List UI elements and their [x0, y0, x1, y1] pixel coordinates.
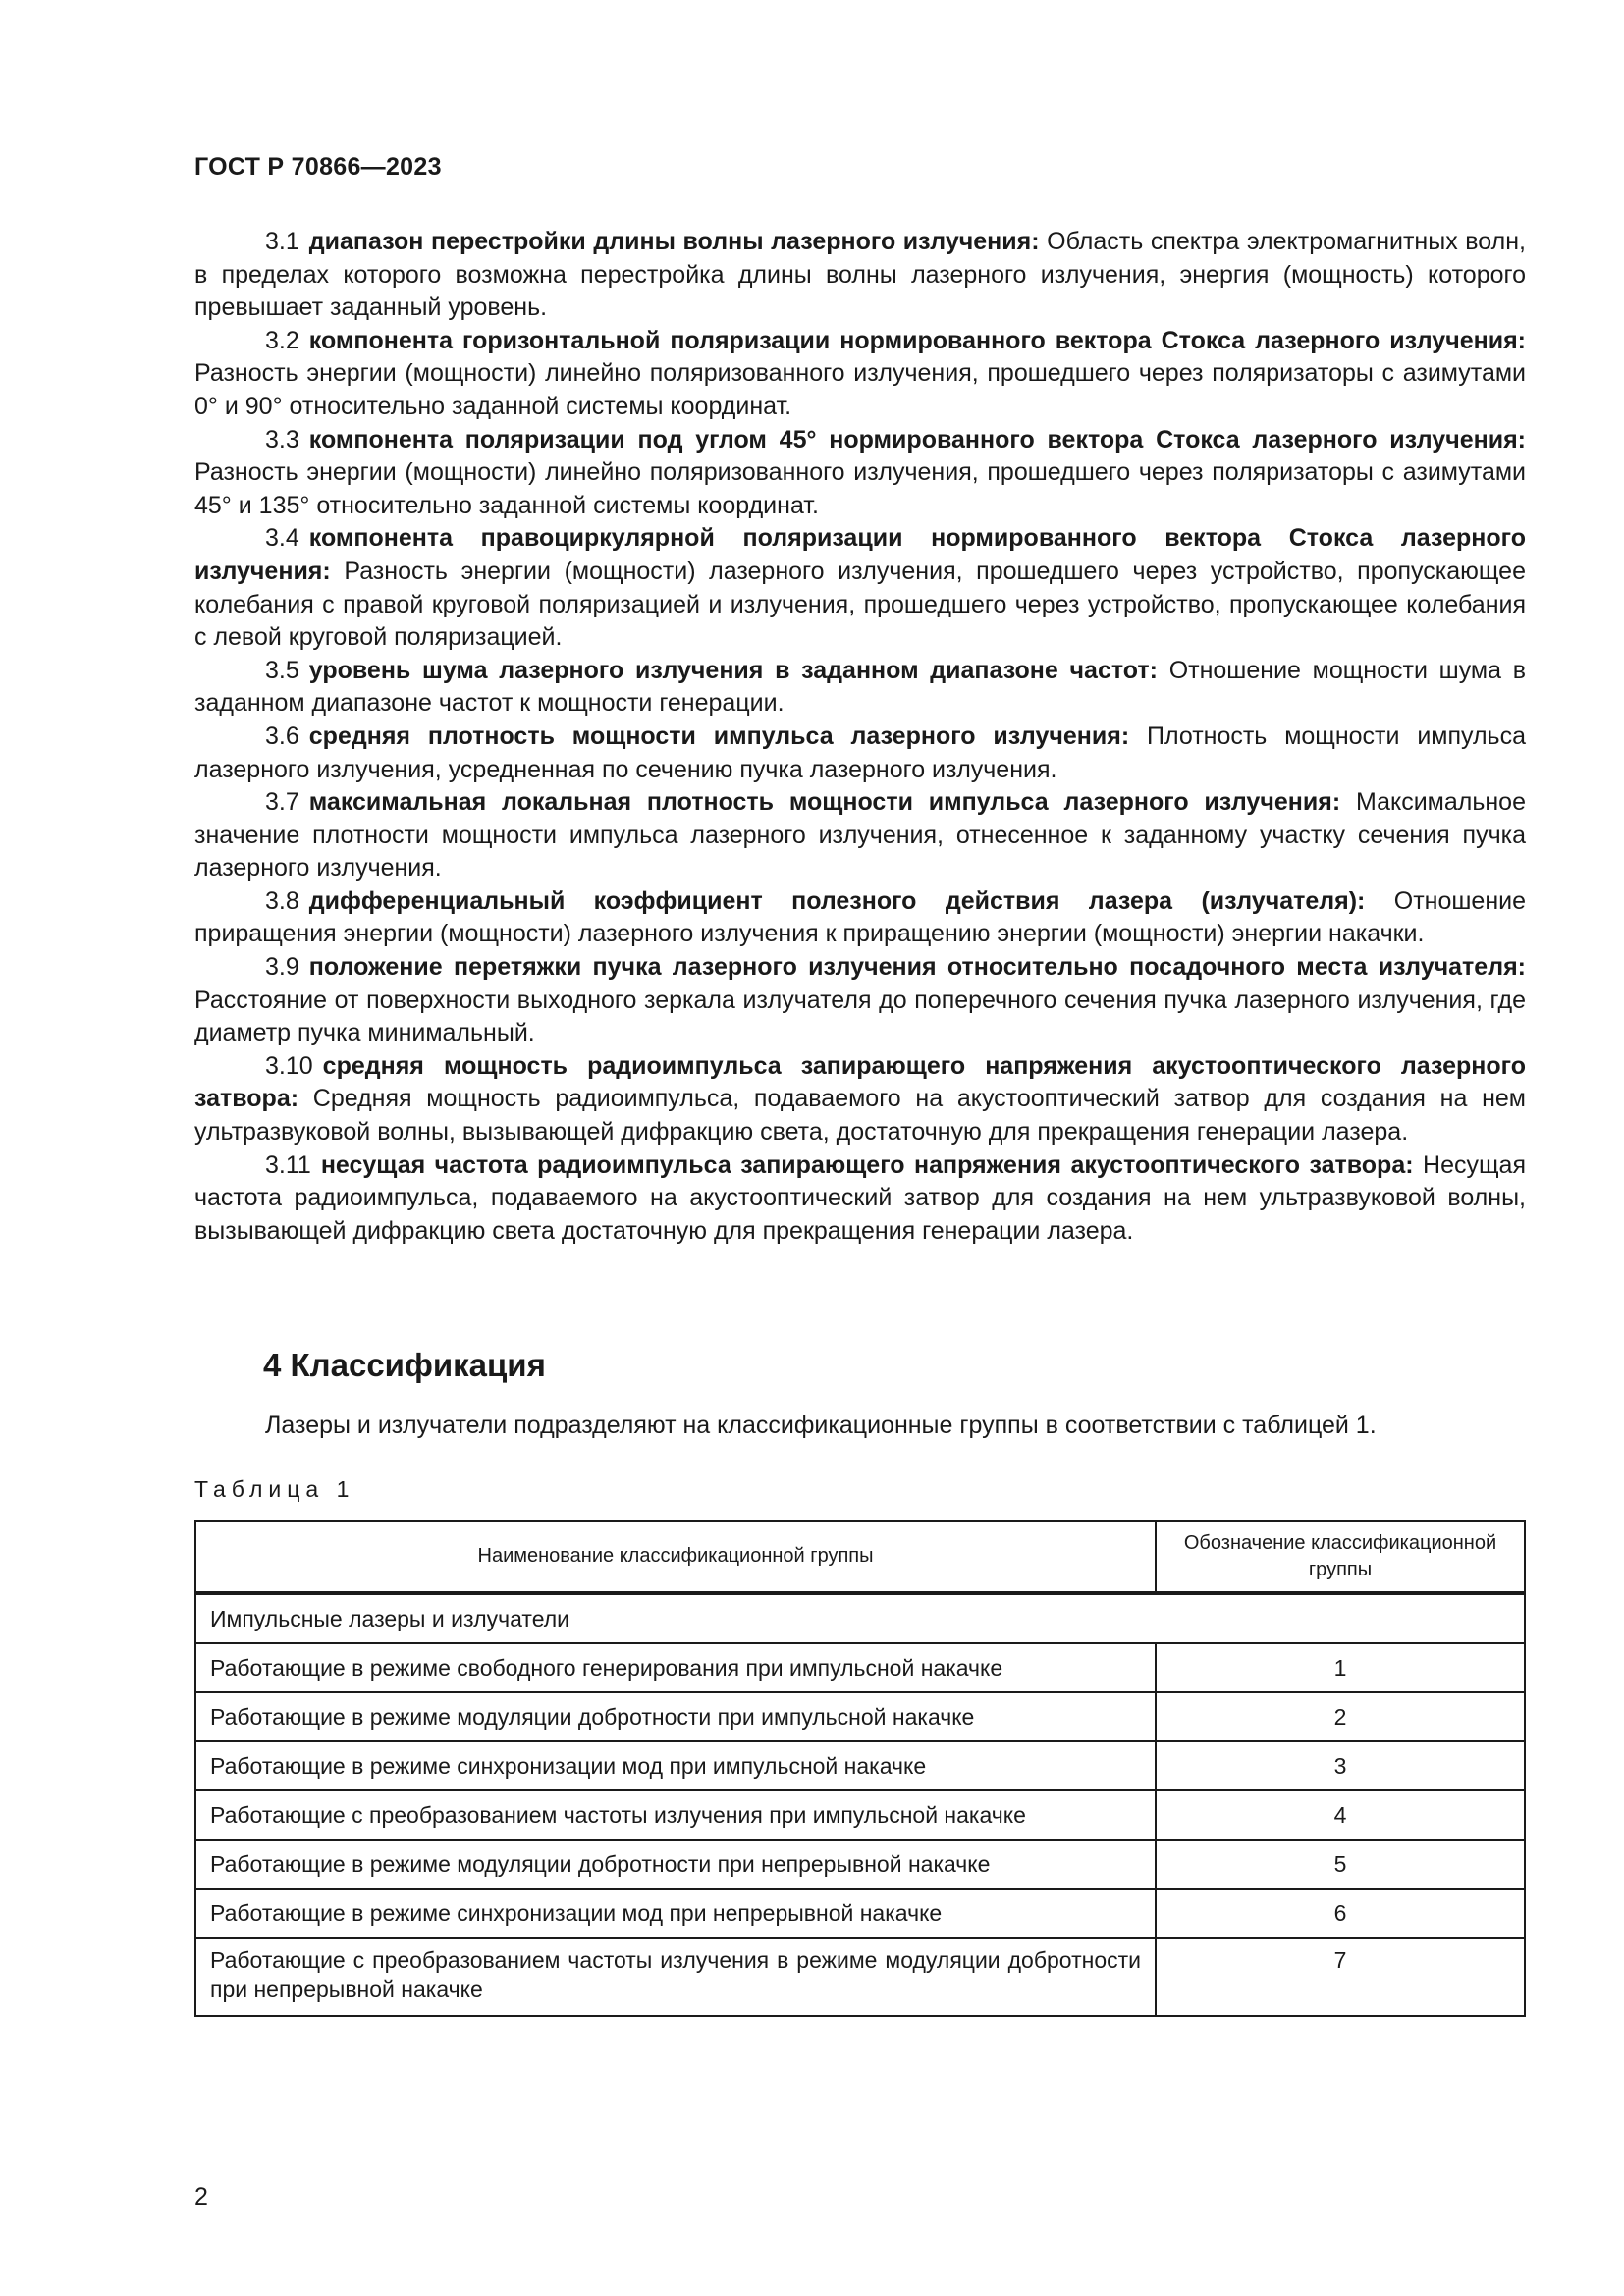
definition-text: Несущая частота радиоимпульса, подаваемого на акустооптический затвор для создания на нем ультразвуковой волны, вызывающей дифракцию света достаточную для прекращения генерации лазера.: [194, 1150, 1526, 1245]
row-code: 1: [1156, 1643, 1525, 1692]
definition-number: 3.6: [265, 721, 299, 750]
row-name: Работающие с преобразованием частоты излучения в режиме модуляции добротности при непрерывной накачке: [195, 1938, 1156, 2016]
table-row: [195, 1692, 1525, 1741]
row-code: 5: [1156, 1840, 1525, 1889]
definition-term: средняя плотность мощности импульса лазерного излучения:: [308, 721, 1130, 750]
definition-number: 3.9: [265, 953, 299, 982]
definition-item: [194, 1149, 1526, 1249]
definition-term: положение перетяжки пучка лазерного излучения относительно посадочного места излучателя:: [308, 953, 1526, 982]
table-header-row: [195, 1521, 1525, 1593]
definition-number: 3.4: [265, 524, 299, 553]
definition-item: [194, 951, 1526, 1050]
definition-text: Плотность мощности импульса лазерного излучения, усредненная по сечению пучка лазерного излучения.: [194, 721, 1526, 783]
definition-text: Расстояние от поверхности выходного зеркала излучателя до поперечного сечения пучка лазерного излучения, где диаметр пучка минимальный.: [194, 986, 1526, 1047]
group-label: Импульсные лазеры и излучатели: [195, 1593, 1525, 1643]
definition-item: [194, 424, 1526, 523]
definition-text: Разность энергии (мощности) линейно поляризованного излучения, прошедшего через поляризаторы с азимутами 0° и 90° относительно заданной системы координат.: [194, 359, 1526, 420]
definition-term: компонента горизонтальной поляризации нормированного вектора Стокса лазерного излучения:: [308, 326, 1526, 354]
definition-number: 3.1: [265, 228, 299, 255]
page-number: 2: [194, 2183, 208, 2211]
column-header-code: Обозначение классификационной группы: [1156, 1521, 1525, 1593]
definition-term: компонента поляризации под углом 45° нормированного вектора Стокса лазерного излучения:: [308, 425, 1526, 454]
definition-number: 3.3: [265, 425, 299, 454]
definition-number: 3.5: [265, 656, 299, 684]
section-intro: Лазеры и излучатели подразделяют на классификационные группы в соответствии с таблицей 1.: [265, 1412, 1377, 1439]
definition-number: 3.2: [265, 326, 299, 354]
definitions-list: [194, 226, 1526, 1248]
definition-number: 3.7: [265, 788, 299, 817]
definition-text: Средняя мощность радиоимпульса, подаваемого на акустооптический затвор для создания на нем ультразвуковой волны, вызывающей дифракцию света, достаточную для прекращения генерации лазера.: [194, 1085, 1526, 1147]
row-name: Работающие с преобразованием частоты излучения при импульсной накачке: [195, 1790, 1156, 1840]
column-header-name: Наименование классификационной группы: [195, 1521, 1156, 1593]
definition-text: Максимальное значение плотности мощности импульса лазерного излучения, отнесенное к заданному участку сечения пучка лазерного излучения.: [194, 788, 1526, 882]
definition-term: несущая частота радиоимпульса запирающего напряжения акустооптического затвора:: [320, 1150, 1414, 1179]
definition-text: Разность энергии (мощности) линейно поляризованного излучения, прошедшего через поляризаторы с азимутами 45° и 135° относительно заданной системы координат.: [194, 458, 1526, 519]
definition-term: дифференциальный коэффициент полезного действия лазера (излучателя):: [308, 886, 1366, 915]
row-code: 7: [1156, 1938, 1525, 2016]
definition-term: уровень шума лазерного излучения в заданном диапазоне частот:: [308, 656, 1158, 684]
definition-item: [194, 786, 1526, 885]
row-code: 3: [1156, 1741, 1525, 1790]
table-row: [195, 1889, 1525, 1938]
row-name: Работающие в режиме модуляции добротности при импульсной накачке: [195, 1692, 1156, 1741]
definition-item: [194, 522, 1526, 654]
table-caption: Таблица 1: [194, 1476, 355, 1502]
definition-term: компонента правоциркулярной поляризации нормированного вектора Стокса лазерного излучения:: [194, 524, 1526, 585]
row-name: Работающие в режиме синхронизации мод при непрерывной накачке: [195, 1889, 1156, 1938]
row-name: Работающие в режиме свободного генерирования при импульсной накачке: [195, 1643, 1156, 1692]
definition-number: 3.8: [265, 886, 299, 915]
table-row: [195, 1938, 1525, 2016]
row-name: Работающие в режиме синхронизации мод при импульсной накачке: [195, 1741, 1156, 1790]
row-code: 6: [1156, 1889, 1525, 1938]
row-code: 4: [1156, 1790, 1525, 1840]
classification-table: [194, 1520, 1526, 2017]
row-code: 2: [1156, 1692, 1525, 1741]
definition-item: [194, 226, 1526, 325]
definition-text: Отношение приращения энергии (мощности) лазерного излучения к приращению энергии (мощности) энергии накачки.: [194, 886, 1527, 948]
definition-item: [194, 655, 1526, 721]
definition-text: Отношение мощности шума в заданном диапазоне частот к мощности генерации.: [194, 656, 1526, 718]
definition-item: [194, 885, 1526, 951]
row-name: Работающие в режиме модуляции добротности при непрерывной накачке: [195, 1840, 1156, 1889]
table-group-row: [195, 1593, 1525, 1643]
definition-text: Область спектра электромагнитных волн, в пределах которого возможна перестройка длины волны лазерного излучения, энергия (мощность) которого превышает заданный уровень.: [194, 228, 1526, 322]
definition-term: средняя мощность радиоимпульса запирающего напряжения акустооптического лазерного затвора:: [194, 1051, 1526, 1113]
definition-item: [194, 325, 1526, 424]
definition-text: Разность энергии (мощности) лазерного излучения, прошедшего через устройство, пропускающее колебания с правой круговой поляризацией и излучения, прошедшего через устройство, пропускающее колебания с левой круговой поляризацией.: [194, 557, 1526, 652]
definition-term: диапазон перестройки длины волны лазерного излучения:: [308, 228, 1040, 255]
definition-item: [194, 721, 1526, 786]
definition-item: [194, 1050, 1526, 1149]
table-row: [195, 1840, 1525, 1889]
table-row: [195, 1643, 1525, 1692]
section-title: 4 Классификация: [263, 1347, 546, 1383]
table-row: [195, 1741, 1525, 1790]
definition-term: максимальная локальная плотность мощности импульса лазерного излучения:: [308, 788, 1341, 817]
document-code: ГОСТ Р 70866—2023: [194, 153, 442, 181]
table-row: [195, 1790, 1525, 1840]
definition-number: 3.10: [265, 1051, 313, 1080]
definition-number: 3.11: [265, 1150, 311, 1179]
